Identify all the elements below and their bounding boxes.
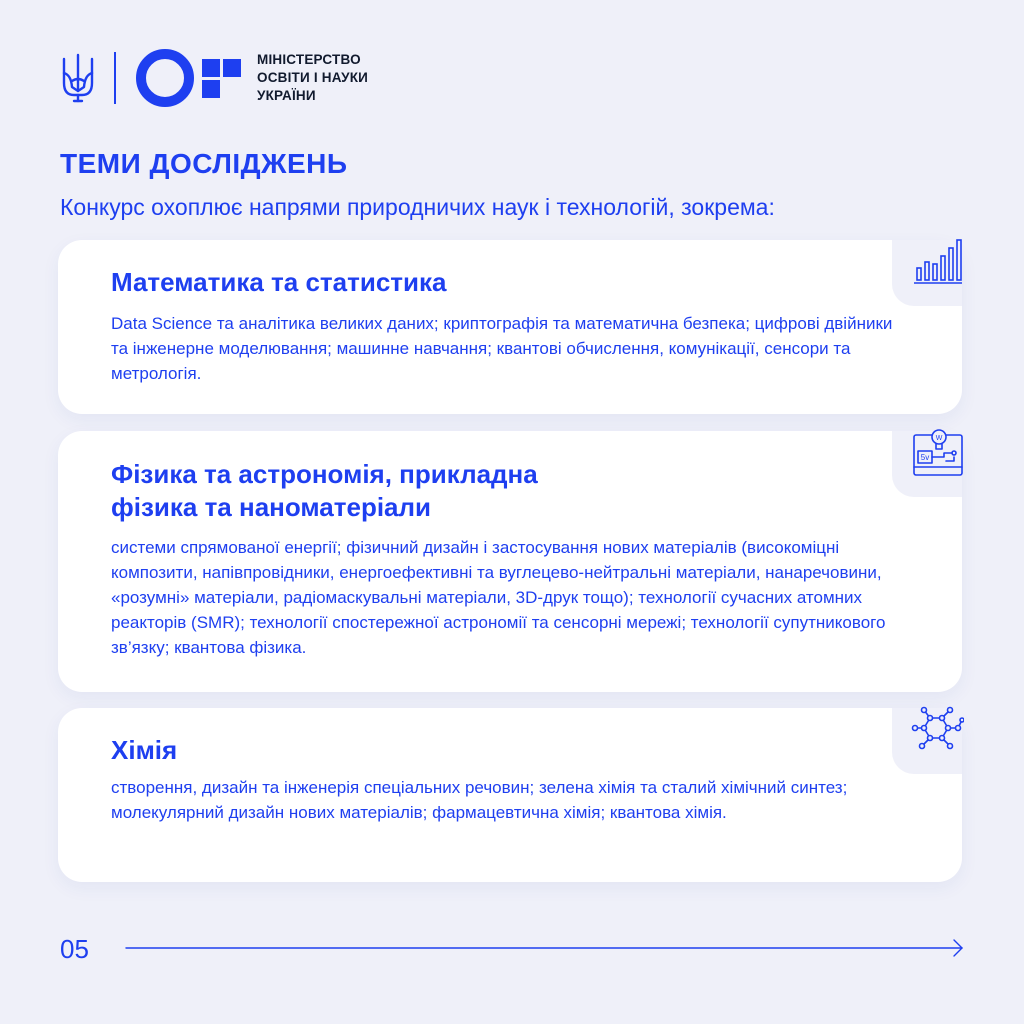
logo-circle-icon xyxy=(136,49,194,107)
ministry-logo xyxy=(136,49,241,107)
topic-card-math xyxy=(58,240,962,414)
page-number: 05 xyxy=(60,934,89,964)
ministry-header xyxy=(60,50,368,106)
card-title xyxy=(111,266,447,299)
ministry-name-line: МІНІСТЕРСТВО xyxy=(257,52,361,67)
card-title-line: Хімія xyxy=(111,735,178,765)
card-corner-notch xyxy=(892,708,962,774)
page-subtitle: Конкурс охоплює напрями природничих наук і технологій, зокрема: xyxy=(60,194,775,220)
molecule-icon xyxy=(910,702,964,756)
ministry-name-line: ОСВІТИ І НАУКИ xyxy=(257,70,369,85)
ministry-name-line: УКРАЇНИ xyxy=(257,88,316,103)
card-description: системи спрямованої енергії; фізичний дизайн і застосування нових матеріалів (високоміцні композити, напівпровідники, енергоефективні та вуглецево-нейтральні матеріали, нанаречовини, «розумні» матеріали, радіомаскувальні матеріали, 3D-друк тощо); технології сучасних атомних реакторів (SMR); технології спостережної астрономії та сенсорні мережі; технології супутникового зв’язку; квантова фізика. xyxy=(111,538,886,657)
card-title-line: Фізика та астрономія, прикладна xyxy=(111,459,538,489)
bulb-label: W xyxy=(935,435,943,442)
topic-card-chemistry xyxy=(58,708,962,882)
card-title-line: Математика та статистика xyxy=(111,267,447,297)
card-title xyxy=(111,458,538,524)
ministry-name xyxy=(257,51,368,105)
header-divider xyxy=(114,52,116,104)
card-description: Data Science та аналітика великих даних; криптографія та математична безпека; цифрові двійники та інженерне моделювання; машинне навчання; квантові обчислення, комунікації, сенсори та метрологія. xyxy=(111,314,893,383)
arrow-right-icon xyxy=(124,936,966,960)
card-description: створення, дизайн та інженерія спеціальних речовин; зелена хімія та сталий хімічний синтез; молекулярний дизайн нових матеріалів; фармацевтична хімія; квантова хімія. xyxy=(111,778,848,822)
trident-icon xyxy=(60,51,96,105)
card-corner-notch xyxy=(892,431,962,497)
page-title: ТЕМИ ДОСЛІДЖЕНЬ xyxy=(60,148,348,179)
topic-card-physics xyxy=(58,431,962,692)
circuit-bulb-icon xyxy=(910,425,964,479)
card-title-line: фізика та наноматеріали xyxy=(111,492,432,522)
bar-chart-icon xyxy=(910,234,964,288)
voltage-label: 5v xyxy=(920,453,930,462)
card-title xyxy=(111,734,177,767)
logo-squares-icon xyxy=(202,59,241,98)
card-corner-notch xyxy=(892,240,962,306)
